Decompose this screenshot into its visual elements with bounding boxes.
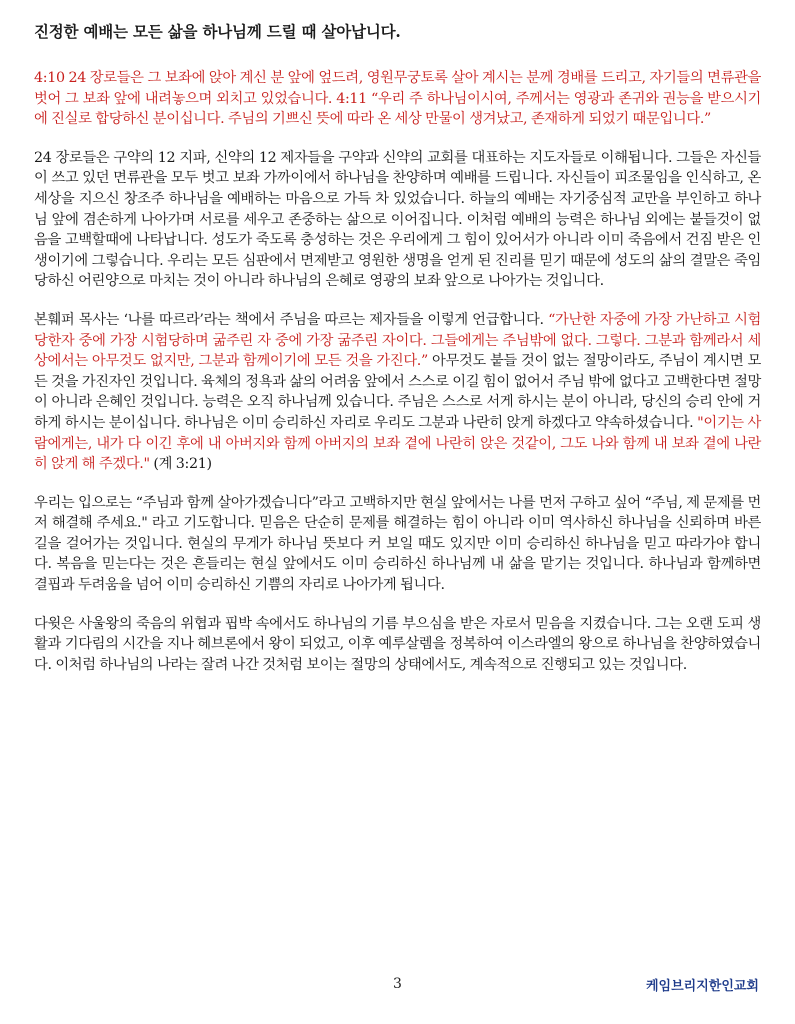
body-text: 우리는 입으로는 “주님과 함께 살아가겠습니다”라고 고백하지만 현실 앞에서는 나를 먼저 구하고 싶어 “주님, 제 문제를 먼저 해결해 주세요." 라고 기도합니다. 믿음은 단순히 문제를 해결하는 힘이 아니라 이미 역사하신 하나님을 신뢰하며 바른 길을 걸어가는 것입니다. 현실의 무게가 하나님 뜻보다 커 보일 때도 있지만 이미 승리하신 하나님을 믿고 따라가야 합니다. 복음을 믿는다는 것은 흔들리는 현실 앞에서도 이미 승리하신 하나님께 내 삶을 맡기는 것입니다. 하나님과 함께하면 결핍과 두려움을 넘어 이미 승리하신 기쁨의 자리로 나아가게 됩니다. <box>34 494 761 594</box>
church-name: 케임브리지한인교회 <box>645 979 759 994</box>
scripture-reference: (계 3:21) <box>149 456 212 473</box>
page-number: 3 <box>393 976 402 992</box>
body-text: 아무것도 붙들 것이 없는 절망이라도, 주님이 계시면 모든 것을 가진자인 것입니다. 육체의 정욕과 삶의 어려움 앞에서 스스로 이길 힘이 없어서 주님 밖에 없다고 고백한다면 절망이 아니라 은혜인 것입니다. 능력은 오직 하나님께 있습니다. 주님은 스스로 서게 하시는 분이 아니라, 당신의 승리 안에 거하게 하시는 분이십니다. 하나님은 이미 승리하신 자리로 우리도 그분과 나란히 앉게 하겠다고 약속하셨습니다. <box>34 353 761 431</box>
scripture-quote: "이기는 사람에게는, 내가 다 이긴 후에 내 아버지와 함께 아버지의 보좌 곁에 나란히 앉은 것같이, 그도 나와 함께 내 보좌 곁에 나란히 앉게 해 주겠다." <box>34 414 761 473</box>
body-text: 본훼퍼 목사는 ‘나를 따르라’라는 책에서 주님을 따르는 제자들을 이렇게 언급합니다. <box>34 311 549 328</box>
page-heading: 진정한 예배는 모든 삶을 하나님께 드릴 때 살아납니다. <box>34 22 401 41</box>
paragraph-elders <box>34 148 761 292</box>
paragraph-david <box>34 614 761 676</box>
document-page <box>34 22 761 693</box>
scripture-quote: 4:10 24 장로들은 그 보좌에 앉아 계신 분 앞에 엎드려, 영원무궁토록 살아 계시는 분께 경배를 드리고, 자기들의 면류관을 벗어 그 보좌 앞에 내려놓으며 외치고 있었습니다. 4:11 “우리 주 하나님이시여, 주께서는 영광과 존귀와 권능을 받으시기에 진실로 합당하신 분이십니다. 주님의 기쁘신 뜻에 따라 온 세상 만물이 생겨났고, 존재하게 되었기 때문입니다.” <box>34 70 761 128</box>
paragraph-faith <box>34 493 761 596</box>
body-text: 24 장로들은 구약의 12 지파, 신약의 12 제자들을 구약과 신약의 교회를 대표하는 지도자들로 이해됩니다. 그들은 자신들이 쓰고 있던 면류관을 모두 벗고 보좌 가까이에서 하나님을 찬양하며 예배를 드립니다. 자신들이 피조물임을 인식하고, 온 세상을 지으신 창조주 하나님을 예배하는 마음으로 가득 차 있었습니다. 하늘의 예배는 자기중심적 교만을 부인하고 하나님 앞에 겸손하게 나아가며 서로를 세우고 존중하는 삶으로 이어집니다. 이처럼 예배의 능력은 하나님 외에는 붙들것이 없음을 고백할때에 나타납니다. 성도가 죽도록 충성하는 것은 우리에게 그 힘이 있어서가 아니라 이미 죽음에서 건짐 받은 인생이기에 그렇습니다. 우리는 모든 심판에서 면제받고 영원한 생명을 얻게 된 진리를 믿기 때문에 성도의 삶의 결말은 죽임 당하신 어린양으로 마치는 것이 아니라 하나님의 은혜로 영광의 보좌 앞으로 나아가는 것입니다. <box>34 149 761 290</box>
bonhoeffer-quote: “가난한 자중에 가장 가난하고 시험당한자 중에 가장 시험당하며 굶주린 자 중에 가장 굶주린 자이다. 그들에게는 주님밖에 없다. 그렇다. 그분과 함께라서 세상에서는 아무것도 없지만, 그분과 함께이기에 모든 것을 가진다.” <box>34 311 761 370</box>
paragraph-bonhoeffer <box>34 310 761 475</box>
paragraph-scripture <box>34 68 761 130</box>
body-text: 다윗은 사울왕의 죽음의 위협과 핍박 속에서도 하나님의 기름 부으심을 받은 자로서 믿음을 지켰습니다. 그는 오랜 도피 생활과 기다림의 시간을 지나 헤브론에서 왕이 되었고, 이후 예루살렘을 정복하여 이스라엘의 왕으로 하나님을 찬양하였습니다. 이처럼 하나님의 나라는 잘려 나간 것처럼 보이는 절망의 상태에서도, 계속적으로 진행되고 있는 것입니다. <box>34 615 761 673</box>
